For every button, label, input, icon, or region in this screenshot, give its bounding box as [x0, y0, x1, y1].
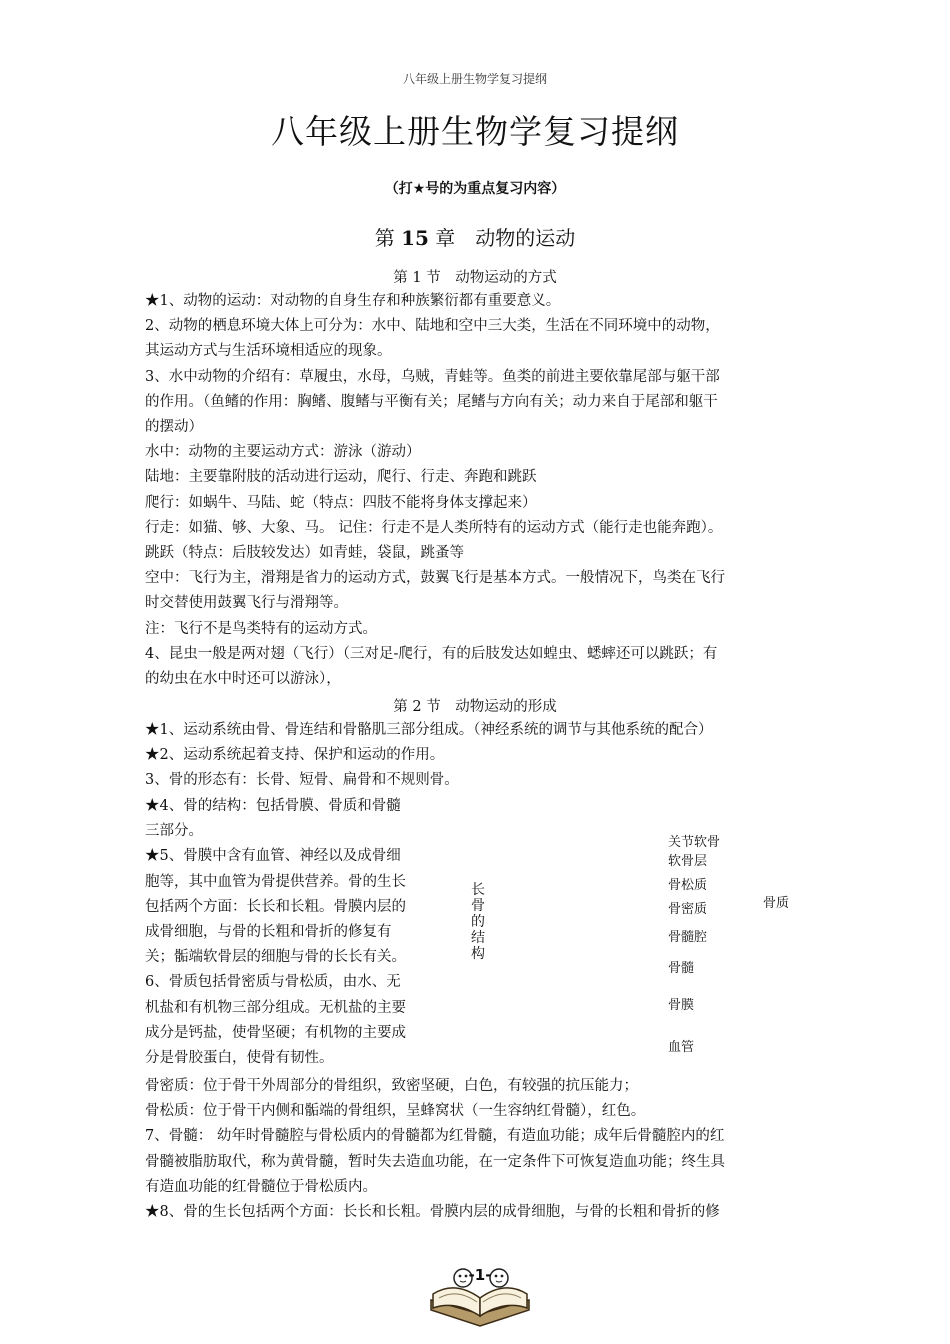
diagram-label: 骨膜 — [668, 998, 695, 1013]
page-number: -1- — [468, 1266, 492, 1284]
section-1-body — [145, 289, 810, 692]
text-line: ★2、运动系统起着支持、保护和运动的作用。 — [145, 747, 445, 764]
text-line: 7、骨髓： 幼年时骨髓腔与骨松质内的骨髓都为红骨髓，有造血功能；成年后骨髓腔内的红 — [145, 1128, 725, 1145]
text-line: 成分是钙盐，使骨坚硬；有机物的主要成 — [145, 1024, 406, 1041]
text-line: 4、昆虫一般是两对翅（飞行）（三对足-爬行，有的后肢发达如蝗虫、蟋蟀还可以跳跃；有 — [145, 645, 718, 662]
text-line: 机盐和有机物三部分组成。无机盐的主要 — [145, 999, 406, 1016]
text-line: 水中：动物的主要运动方式：游泳（游动） — [145, 444, 421, 461]
text-line: 2、动物的栖息环境大体上可分为：水中、陆地和空中三大类，生活在不同环境中的动物， — [145, 318, 720, 335]
text-line: 成骨细胞，与骨的长粗和骨折的修复有 — [145, 924, 392, 941]
text-line: 有造血功能的红骨髓位于骨松质内。 — [145, 1178, 377, 1195]
text-line: ★5、骨膜中含有血管、神经以及成骨细 — [145, 848, 401, 865]
section-2-heading: 第 2 节 动物运动的形成 — [393, 699, 557, 715]
chapter-number: 15 — [401, 226, 429, 250]
text-line: 6、骨质包括骨密质与骨松质，由水、无 — [145, 974, 401, 991]
text-line: 三部分。 — [145, 823, 203, 840]
section-2-body — [145, 718, 810, 794]
text-line: 行走：如猫、够、大象、马。 记住：行走不是人类所特有的运动方式（能行走也能奔跑）。 — [145, 519, 723, 536]
diagram-right-label: 骨质 — [763, 896, 790, 911]
chapter-prefix: 第 — [374, 226, 395, 250]
chapter-title — [0, 222, 950, 251]
text-line: 跳跃（特点：后肢较发达）如青蛙，袋鼠，跳蚤等 — [145, 545, 464, 562]
text-line: 的摆动） — [145, 419, 203, 436]
text-line: 时交替使用鼓翼飞行与滑翔等。 — [145, 595, 348, 612]
diagram-label: 骨密质 — [668, 902, 708, 917]
text-line: 3、水中动物的介绍有：草履虫，水母，乌贼，青蛙等。鱼类的前进主要依靠尾部与躯干部 — [145, 368, 720, 385]
text-line: ★1、运动系统由骨、骨连结和骨骼肌三部分组成。（神经系统的调节与其他系统的配合） — [145, 722, 713, 738]
chapter-name: 章 动物的运动 — [435, 226, 576, 250]
text-line: 的作用。（鱼鳍的作用：胸鳍、腹鳍与平衡有关；尾鳍与方向有关；动力来自于尾部和躯干 — [145, 393, 718, 410]
text-line: ★1、动物的运动：对动物的自身生存和种族繁衍都有重要意义。 — [145, 293, 561, 309]
section-1-heading: 第 1 节 动物运动的方式 — [393, 270, 557, 286]
running-header: 八年级上册生物学复习提纲 — [402, 72, 547, 86]
document-subtitle: （打★号的为重点复习内容） — [384, 181, 566, 197]
section-2-continued — [145, 1074, 810, 1225]
diagram-label: 骨髓腔 — [668, 930, 708, 945]
document-title: 八年级上册生物学复习提纲 — [271, 112, 679, 151]
diagram-label: 软骨层 — [668, 854, 708, 869]
diagram-label: 血管 — [668, 1040, 695, 1055]
text-line: 关；骺端软骨层的细胞与骨的长长有关。 — [145, 949, 406, 966]
text-line: 胞等，其中血管为骨提供营养。骨的生长 — [145, 873, 406, 890]
text-line: 包括两个方面：长长和长粗。骨膜内层的 — [145, 898, 406, 915]
diagram-vertical-label: 长骨的结构 — [471, 882, 485, 962]
text-line: ★8、骨的生长包括两个方面：长长和长粗。骨膜内层的成骨细胞，与骨的长粗和骨折的修 — [145, 1204, 720, 1221]
diagram-label: 骨松质 — [668, 878, 708, 893]
text-line: 的幼虫在水中时还可以游泳）， — [145, 671, 341, 688]
text-line: ★4、骨的结构：包括骨膜、骨质和骨髓 — [145, 798, 401, 814]
section-2-bone-text — [145, 794, 445, 1071]
text-line: 爬行：如蜗牛、马陆、蛇（特点：四肢不能将身体支撑起来） — [145, 494, 537, 511]
diagram-label: 关节软骨 — [668, 835, 721, 850]
text-line: 空中：飞行为主，滑翔是省力的运动方式，鼓翼飞行是基本方式。一般情况下，鸟类在飞行 — [145, 570, 725, 587]
text-line: 其运动方式与生活环境相适应的现象。 — [145, 343, 392, 360]
diagram-label: 骨髓 — [668, 961, 695, 976]
text-line: 分是骨胶蛋白，使骨有韧性。 — [145, 1050, 334, 1067]
text-line: 骨髓被脂肪取代，称为黄骨髓，暂时失去造血功能，在一定条件下可恢复造血功能；终生具 — [145, 1153, 725, 1170]
text-line: 注：飞行不是鸟类特有的运动方式。 — [145, 620, 377, 637]
text-line: 骨松质：位于骨干内侧和骺端的骨组织，呈蜂窝状（一生容纳红骨髓），红色。 — [145, 1103, 646, 1120]
page-footer — [425, 1254, 535, 1334]
bone-structure-diagram — [455, 820, 815, 1070]
text-line: 骨密质：位于骨干外周部分的骨组织，致密坚硬，白色，有较强的抗压能力； — [145, 1078, 638, 1094]
text-line: 陆地：主要靠附肢的活动进行运动，爬行、行走、奔跑和跳跃 — [145, 469, 537, 486]
text-line: 3、骨的形态有：长骨、短骨、扁骨和不规则骨。 — [145, 772, 459, 789]
